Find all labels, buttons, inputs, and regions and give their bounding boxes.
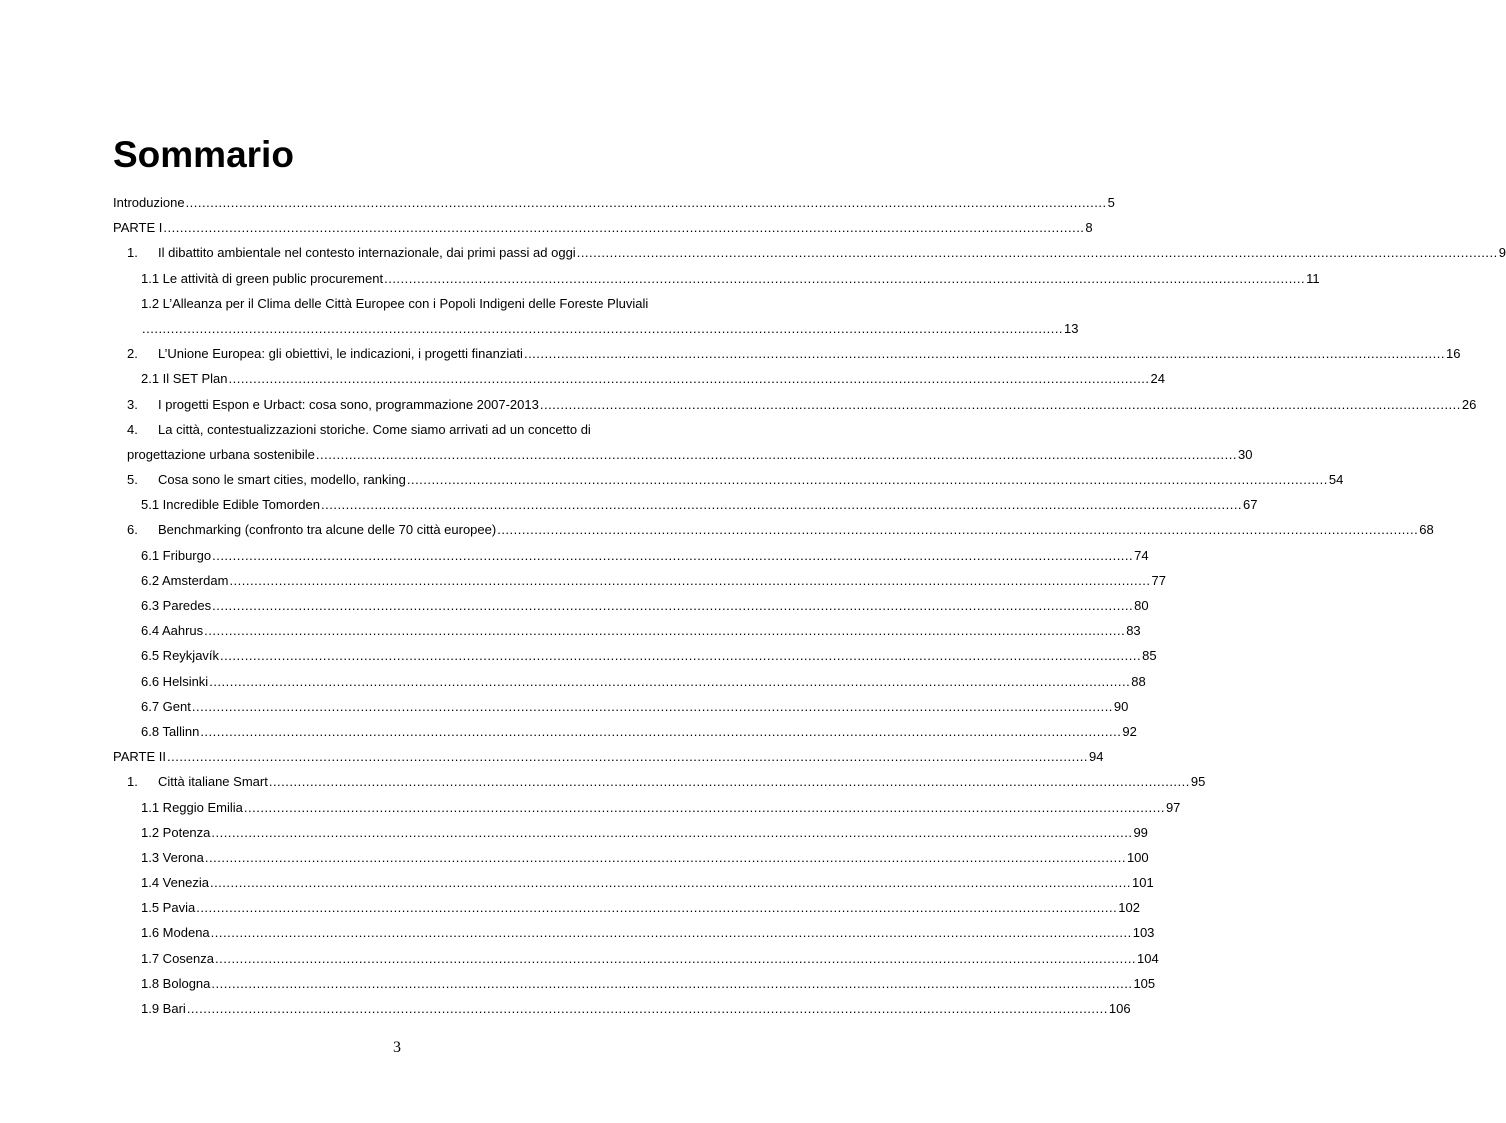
toc-entry[interactable]: [113, 820, 1148, 845]
toc-entry-title: 1.1 Le attività di green public procurement: [141, 270, 384, 286]
toc-entry-title: 1.3 Verona: [141, 849, 204, 865]
toc-entry[interactable]: [113, 215, 1093, 240]
toc-entry[interactable]: [113, 341, 1461, 366]
toc-entry-title: PARTE I: [113, 220, 163, 236]
toc-entry-title: 6.2 Amsterdam: [141, 572, 229, 588]
toc-entry[interactable]: [113, 467, 1344, 492]
dot-leader: [192, 694, 1113, 719]
toc-entry-title: PARTE II: [113, 749, 166, 765]
dot-leader: [167, 744, 1088, 769]
toc-entry[interactable]: [113, 366, 1165, 391]
toc-entry[interactable]: [113, 593, 1149, 618]
toc-entry[interactable]: [113, 870, 1154, 895]
toc-entry-page: 103: [1132, 925, 1155, 941]
dot-leader: [211, 971, 1132, 996]
toc-entry-title: 6.4 Aahrus: [141, 623, 204, 639]
toc-entry-page: 90: [1113, 698, 1129, 714]
dot-leader: [228, 366, 1149, 391]
toc-entry-page: 67: [1243, 497, 1258, 513]
dot-leader: [220, 643, 1141, 668]
toc-entry[interactable]: [113, 643, 1157, 668]
toc-entry[interactable]: [113, 795, 1181, 820]
toc-entry-page: 102: [1118, 900, 1140, 916]
dot-leader: [142, 316, 1063, 341]
table-of-contents: [113, 190, 1506, 1021]
dot-leader: [497, 517, 1418, 542]
dot-leader: [210, 870, 1131, 895]
dot-leader: [269, 769, 1190, 794]
toc-entry-title: 1.7 Cosenza: [141, 950, 214, 966]
toc-entry-title: 1.8 Bologna: [141, 975, 211, 991]
toc-entry[interactable]: [113, 266, 1320, 291]
toc-entry-page: 9: [1498, 245, 1506, 261]
toc-entry-title: 1.4 Venezia: [141, 875, 209, 891]
dot-leader: [200, 719, 1121, 744]
toc-entry-page: 95: [1190, 774, 1206, 790]
toc-entry-title: 6.1 Friburgo: [141, 547, 212, 563]
toc-entry-page: 92: [1122, 723, 1137, 739]
dot-leader: [316, 442, 1237, 467]
toc-entry[interactable]: [113, 543, 1149, 568]
toc-entry-page: 99: [1133, 824, 1148, 840]
toc-entry-page: 88: [1131, 673, 1146, 689]
toc-entry-title: 6.7 Gent: [141, 698, 191, 714]
toc-entry[interactable]: [113, 517, 1434, 542]
toc-entry[interactable]: [113, 971, 1156, 996]
dot-leader: [212, 543, 1133, 568]
dot-leader: [384, 266, 1305, 291]
toc-entry-page: 100: [1126, 849, 1149, 865]
toc-entry-page: 30: [1237, 446, 1253, 462]
toc-entry[interactable]: [113, 744, 1104, 769]
toc-entry[interactable]: [113, 618, 1141, 643]
toc-entry-page: 85: [1142, 648, 1157, 664]
toc-entry[interactable]: [113, 669, 1146, 694]
toc-entry-title: 5.1 Incredible Edible Tomorden: [141, 497, 320, 513]
toc-entry[interactable]: [113, 417, 1253, 467]
dot-leader: [524, 341, 1445, 366]
toc-entry[interactable]: [113, 568, 1166, 593]
toc-entry-title: 1.9 Bari: [141, 1001, 186, 1017]
toc-entry-page: 74: [1134, 547, 1149, 563]
dot-leader: [196, 895, 1117, 920]
toc-entry-page: 13: [1064, 320, 1079, 336]
toc-entry-number: 6.: [127, 522, 138, 538]
toc-entry-page: 54: [1328, 472, 1344, 488]
toc-entry[interactable]: [113, 291, 1079, 341]
toc-entry-page: 11: [1306, 270, 1320, 286]
dot-leader: [577, 240, 1498, 265]
toc-entry-title: 6.6 Helsinki: [141, 673, 209, 689]
dot-leader: [321, 492, 1242, 517]
dot-leader: [244, 795, 1165, 820]
dot-leader: [407, 467, 1328, 492]
toc-entry-page: 97: [1165, 799, 1181, 815]
dot-leader: [163, 215, 1084, 240]
toc-entry-title: 1.2 L’Alleanza per il Clima delle Città Europee con i Popoli Indigeni delle Foreste Pluviali: [141, 295, 649, 311]
toc-entry[interactable]: [113, 694, 1129, 719]
toc-entry[interactable]: [113, 996, 1131, 1021]
toc-entry-page: 94: [1089, 749, 1104, 765]
toc-entry-page: 101: [1132, 875, 1154, 891]
toc-entry-title: Introduzione: [113, 195, 185, 210]
toc-entry-title: 6.8 Tallinn: [141, 723, 200, 739]
toc-entry[interactable]: [113, 392, 1477, 417]
toc-entry-number: 2.: [127, 346, 138, 362]
toc-entry-page: 5: [1107, 195, 1115, 210]
toc-entry-title: La città, contestualizzazioni storiche. Come siamo arrivati ad un concetto di: [158, 421, 591, 437]
toc-entry-title: 1.5 Pavia: [141, 900, 196, 916]
toc-entry-number: 5.: [127, 472, 138, 488]
toc-entry[interactable]: [113, 240, 1506, 265]
toc-entry-title: Benchmarking (confronto tra alcune delle 70 città europee): [158, 522, 497, 538]
dot-leader: [205, 845, 1126, 870]
dot-leader: [211, 920, 1132, 945]
toc-entry[interactable]: [113, 946, 1159, 971]
toc-entry-title: L’Unione Europea: gli obiettivi, le indicazioni, i progetti finanziati: [158, 346, 523, 362]
dot-leader: [540, 392, 1461, 417]
toc-entry-page: 105: [1133, 975, 1156, 991]
toc-entry[interactable]: [113, 492, 1258, 517]
dot-leader: [229, 568, 1150, 593]
dot-leader: [215, 946, 1136, 971]
toc-entry[interactable]: [113, 895, 1140, 920]
toc-entry-page: 106: [1108, 1001, 1131, 1017]
toc-entry-page: 68: [1419, 522, 1434, 538]
toc-entry-title: 6.5 Reykjavík: [141, 648, 220, 664]
toc-entry-page: 24: [1150, 371, 1165, 387]
toc-entry-title: progettazione urbana sostenibile: [127, 446, 315, 462]
toc-entry[interactable]: [113, 719, 1137, 744]
toc-entry-page: 16: [1446, 346, 1461, 362]
toc-entry-number: 1.: [127, 774, 138, 790]
toc-entry-title: Cosa sono le smart cities, modello, ranking: [158, 472, 406, 488]
page-number: 3: [393, 1039, 401, 1056]
toc-entry[interactable]: [113, 190, 1115, 215]
toc-entry-page: 83: [1126, 623, 1141, 639]
dot-leader: [186, 190, 1107, 215]
toc-entry-page: 104: [1137, 950, 1159, 966]
toc-entry-title: 6.3 Paredes: [141, 598, 212, 614]
toc-entry[interactable]: [113, 769, 1206, 794]
toc-entry-number: 1.: [127, 245, 138, 261]
toc-entry-title: 2.1 Il SET Plan: [141, 371, 228, 387]
toc-entry-title: 1.1 Reggio Emilia: [141, 799, 243, 815]
toc-entry[interactable]: [113, 845, 1149, 870]
toc-entry[interactable]: [113, 920, 1155, 945]
toc-entry-page: 8: [1085, 220, 1093, 236]
toc-entry-title: 1.2 Potenza: [141, 824, 211, 840]
toc-entry-title: 1.6 Modena: [141, 925, 210, 941]
dot-leader: [209, 669, 1130, 694]
toc-entry-page: 80: [1134, 598, 1149, 614]
toc-entry-title: I progetti Espon e Urbact: cosa sono, programmazione 2007-2013: [158, 396, 539, 412]
toc-entry-page: 77: [1151, 572, 1166, 588]
toc-entry-number: 4.: [127, 421, 138, 437]
toc-entry-number: 3.: [127, 396, 138, 412]
toc-entry-title: Il dibattito ambientale nel contesto internazionale, dai primi passi ad oggi: [158, 245, 576, 261]
dot-leader: [187, 996, 1108, 1021]
dot-leader: [211, 820, 1132, 845]
page-title: Sommario: [113, 134, 294, 175]
dot-leader: [212, 593, 1133, 618]
dot-leader: [204, 618, 1125, 643]
toc-entry-title: Città italiane Smart: [158, 774, 268, 790]
toc-entry-page: 26: [1461, 396, 1477, 412]
